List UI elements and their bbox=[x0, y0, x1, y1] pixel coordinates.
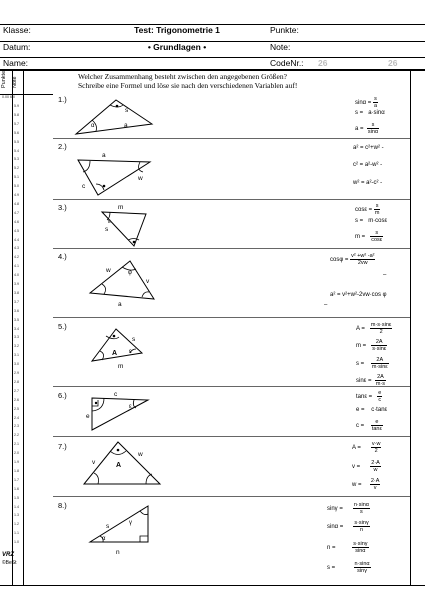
label-w: w bbox=[138, 175, 143, 182]
grade-tick: 5.7 bbox=[14, 121, 19, 126]
label-a: a bbox=[124, 122, 128, 129]
grade-tick: 1.9 bbox=[14, 460, 19, 464]
grade-tick: 5.0 bbox=[14, 184, 19, 189]
grade-tick: 5.2 bbox=[14, 166, 19, 171]
codenr-value: 26 bbox=[318, 58, 328, 68]
codenr-value-2: 26 bbox=[388, 58, 398, 68]
klasse-label: Klasse: bbox=[3, 25, 31, 35]
formula-1a: sinα = $\frac{s}{a}$ bbox=[355, 96, 378, 109]
grade-tick: 3.3 bbox=[14, 335, 19, 340]
question-separator bbox=[53, 317, 410, 318]
grade-tick: 4.3 bbox=[14, 246, 19, 251]
grade-tick: 4.9 bbox=[14, 193, 19, 197]
triangle-diagram-7 bbox=[78, 438, 168, 488]
label-alpha: α bbox=[102, 536, 106, 542]
triangle-diagram-5 bbox=[88, 323, 158, 373]
formula-1c: a = $\frac{s}{\sin\alpha}$ bbox=[355, 122, 379, 135]
formula-6c: c = $\frac{e}{\tan\varepsilon}$ bbox=[356, 419, 382, 432]
sidebar-divider-2 bbox=[23, 69, 24, 585]
right-border bbox=[410, 69, 411, 585]
question-number: 5.) bbox=[58, 322, 67, 331]
grade-tick: 3.9 bbox=[14, 282, 19, 286]
label-m: m bbox=[118, 363, 124, 370]
codenr-label: CodeNr.: bbox=[270, 58, 304, 68]
grade-tick: 3.4 bbox=[14, 326, 19, 331]
header-bottom-border bbox=[0, 69, 425, 71]
triangle-diagram-1 bbox=[70, 94, 170, 138]
question-number: 1.) bbox=[58, 95, 67, 104]
formula-4-dash-2: – bbox=[324, 302, 328, 308]
datum-label: Datum: bbox=[3, 42, 31, 52]
formula-7c: w = $\frac{2\cdot A}{v}$ bbox=[352, 478, 380, 491]
grade-tick: 3.1 bbox=[14, 353, 19, 358]
grade-tick: 3.0 bbox=[14, 362, 19, 367]
label-eps: ε bbox=[129, 404, 132, 410]
label-v: v bbox=[146, 278, 150, 285]
grade-tick: 2.4 bbox=[14, 415, 19, 420]
formula-5c: s = $\frac{2A}{m\cdot\sin\varepsilon}$ bbox=[356, 357, 388, 370]
label-eps: ε bbox=[108, 219, 111, 225]
formula-4a: cosφ = $\frac{\text{v² +w² -a²}}{2vw}$ bbox=[330, 253, 375, 266]
sidebar-divider-1 bbox=[12, 69, 13, 585]
grade-tick: 4.1 bbox=[14, 264, 19, 269]
formula-7b: v = $\frac{2\cdot A}{w}$ bbox=[352, 460, 380, 473]
formula-3a: cosε = $\frac{s}{m}$ bbox=[355, 203, 380, 216]
label-s: s bbox=[106, 523, 110, 530]
grade-tick: 4.8 bbox=[14, 201, 19, 206]
name-label: Name: bbox=[3, 58, 29, 68]
test-title: Test: Trigonometrie 1 bbox=[134, 25, 220, 35]
header-line-3 bbox=[0, 57, 425, 58]
grade-tick: 1.8 bbox=[14, 468, 19, 473]
grade-tick: 5.5 bbox=[14, 139, 19, 144]
grade-tick: 2.6 bbox=[14, 397, 19, 402]
formula-5d: sinε = $\frac{2A}{m\cdot s}$ bbox=[356, 374, 386, 387]
grade-tick: 3.8 bbox=[14, 290, 19, 295]
grade-tick: 1.7 bbox=[14, 477, 19, 482]
formula-2c: w² = a²-c² - bbox=[353, 180, 383, 186]
label-c: c bbox=[82, 183, 86, 190]
grade-tick: 3.6 bbox=[14, 308, 19, 313]
formula-4b: a² = v²+w²-2vw·cos φ bbox=[330, 292, 387, 298]
question-number: 8.) bbox=[58, 501, 67, 510]
grade-tick: 2.8 bbox=[14, 379, 19, 384]
label-v: v bbox=[92, 459, 96, 466]
grade-tick: 1.3 bbox=[14, 513, 19, 518]
label-alpha: α bbox=[91, 123, 95, 129]
grade-tick: 3.2 bbox=[14, 344, 19, 349]
triangle-diagram-8 bbox=[86, 502, 166, 558]
question-number: 7.) bbox=[58, 442, 67, 451]
formula-5b: m = $\frac{2A}{s\cdot\sin\varepsilon}$ bbox=[356, 339, 387, 352]
instruction-line-1: Welcher Zusammenhang besteht zwischen den angegebenen Größen? bbox=[78, 72, 287, 81]
question-separator bbox=[53, 496, 410, 497]
label-s: s bbox=[105, 226, 109, 233]
grade-tick: 5.3 bbox=[14, 157, 19, 162]
question-number: 2.) bbox=[58, 142, 67, 151]
sidebar-punkte-label: Punkte bbox=[1, 70, 7, 88]
formula-8b: sinα = $\frac{s\cdot\sin\gamma}{n}$ bbox=[327, 520, 369, 533]
label-w: w bbox=[138, 451, 143, 458]
grade-tick: 5.9 bbox=[14, 104, 19, 108]
sidebar-note-label: Note bbox=[12, 76, 18, 88]
grade-tick: 5.6 bbox=[14, 130, 19, 135]
formula-1b: s = a·sinα bbox=[355, 110, 385, 116]
label-gamma: γ bbox=[129, 520, 132, 526]
formula-8c: n = $\frac{s\cdot\sin\gamma}{\sin\alpha}$ bbox=[327, 541, 368, 554]
grade-tick: 4.0 bbox=[14, 273, 19, 278]
label-a: a bbox=[102, 152, 106, 159]
grade-tick: 3.7 bbox=[14, 299, 19, 304]
triangle-diagram-2 bbox=[70, 150, 170, 198]
grade-tick: 1.0 bbox=[14, 540, 19, 545]
grade-tick: 4.6 bbox=[14, 219, 19, 224]
note-label: Note: bbox=[270, 42, 291, 52]
formula-6b: e = c·tanε bbox=[356, 407, 388, 413]
grade-tick: 5.1 bbox=[14, 175, 19, 180]
formula-8d: s = $\frac{n\cdot\sin\alpha}{\sin\gamma}$ bbox=[327, 561, 370, 574]
grade-tick: 2.1 bbox=[14, 442, 19, 447]
label-m: m bbox=[118, 204, 124, 211]
question-number: 4.) bbox=[58, 252, 67, 261]
grade-tick: 2.7 bbox=[14, 388, 19, 393]
question-number: 6.) bbox=[58, 391, 67, 400]
label-n: n bbox=[116, 549, 120, 556]
vrz-logo: VRZ bbox=[2, 552, 14, 558]
label-A: A bbox=[112, 350, 118, 357]
grade-tick: 4.5 bbox=[14, 228, 19, 233]
grade-tick: 2.9 bbox=[14, 371, 19, 375]
label-w: w bbox=[106, 267, 111, 274]
triangle-diagram-4 bbox=[82, 255, 162, 307]
grade-tick: 1.4 bbox=[14, 504, 19, 509]
grade-tick: 4.7 bbox=[14, 210, 19, 215]
question-number: 3.) bbox=[58, 203, 67, 212]
grade-tick: 5.8 bbox=[14, 112, 19, 117]
grade-tick: 3.5 bbox=[14, 317, 19, 322]
question-separator bbox=[53, 138, 410, 139]
grade-tick: 2.0 bbox=[14, 451, 19, 456]
grade-tick: 4.4 bbox=[14, 237, 19, 242]
grade-tick: 2.5 bbox=[14, 406, 19, 411]
grade-tick: 2.3 bbox=[14, 424, 19, 429]
grade-tick: 1.5 bbox=[14, 495, 19, 500]
label-s: s bbox=[132, 336, 136, 343]
formula-5a: A = $\frac{m\cdot s\cdot\sin\varepsilon}{2}$ bbox=[356, 322, 392, 335]
question-separator bbox=[53, 436, 410, 437]
sidebar-first-tick: 0.00 6.0 bbox=[2, 95, 15, 99]
triangle-diagram-3 bbox=[82, 200, 152, 248]
grade-tick: 2.2 bbox=[14, 433, 19, 438]
formula-8a: sinγ = $\frac{n\cdot\sin\alpha}{s}$ bbox=[327, 502, 369, 515]
label-phi: φ bbox=[128, 270, 132, 276]
formula-3b: s = m·cosε bbox=[355, 218, 388, 224]
formula-4-dash: – bbox=[383, 272, 387, 278]
triangle-diagram-6 bbox=[86, 390, 156, 436]
grade-tick: 1.1 bbox=[14, 531, 19, 536]
formula-2a: a² = c²+w² - bbox=[353, 145, 384, 151]
formula-6a: tanε = $\frac{e}{c}$ bbox=[356, 390, 382, 403]
test-subtitle: • Grundlagen • bbox=[147, 42, 207, 52]
label-s: s bbox=[125, 107, 129, 114]
formula-2b: c² = a²-w² - bbox=[353, 162, 383, 168]
formula-3c: m = $\frac{s}{\cos\varepsilon}$ bbox=[355, 230, 383, 243]
label-c: c bbox=[114, 391, 118, 398]
label-A: A bbox=[116, 462, 122, 469]
instruction-line-2: Schreibe eine Formel und löse sie nach den verschiedenen Variablen auf! bbox=[78, 81, 298, 90]
question-separator bbox=[53, 248, 410, 249]
formula-7a: A = $\frac{v\cdot w}{2}$ bbox=[352, 441, 381, 454]
label-eps: ε bbox=[129, 349, 132, 355]
grade-tick: 5.4 bbox=[14, 148, 19, 153]
grade-tick: 4.2 bbox=[14, 255, 19, 260]
label-a: a bbox=[118, 301, 122, 307]
grade-tick: 1.2 bbox=[14, 522, 19, 527]
bottom-border bbox=[0, 585, 425, 586]
best-logo: ©BeSt bbox=[2, 560, 17, 566]
grade-tick: 1.6 bbox=[14, 486, 19, 491]
label-e: e bbox=[86, 413, 90, 420]
punkte-label: Punkte: bbox=[270, 25, 299, 35]
